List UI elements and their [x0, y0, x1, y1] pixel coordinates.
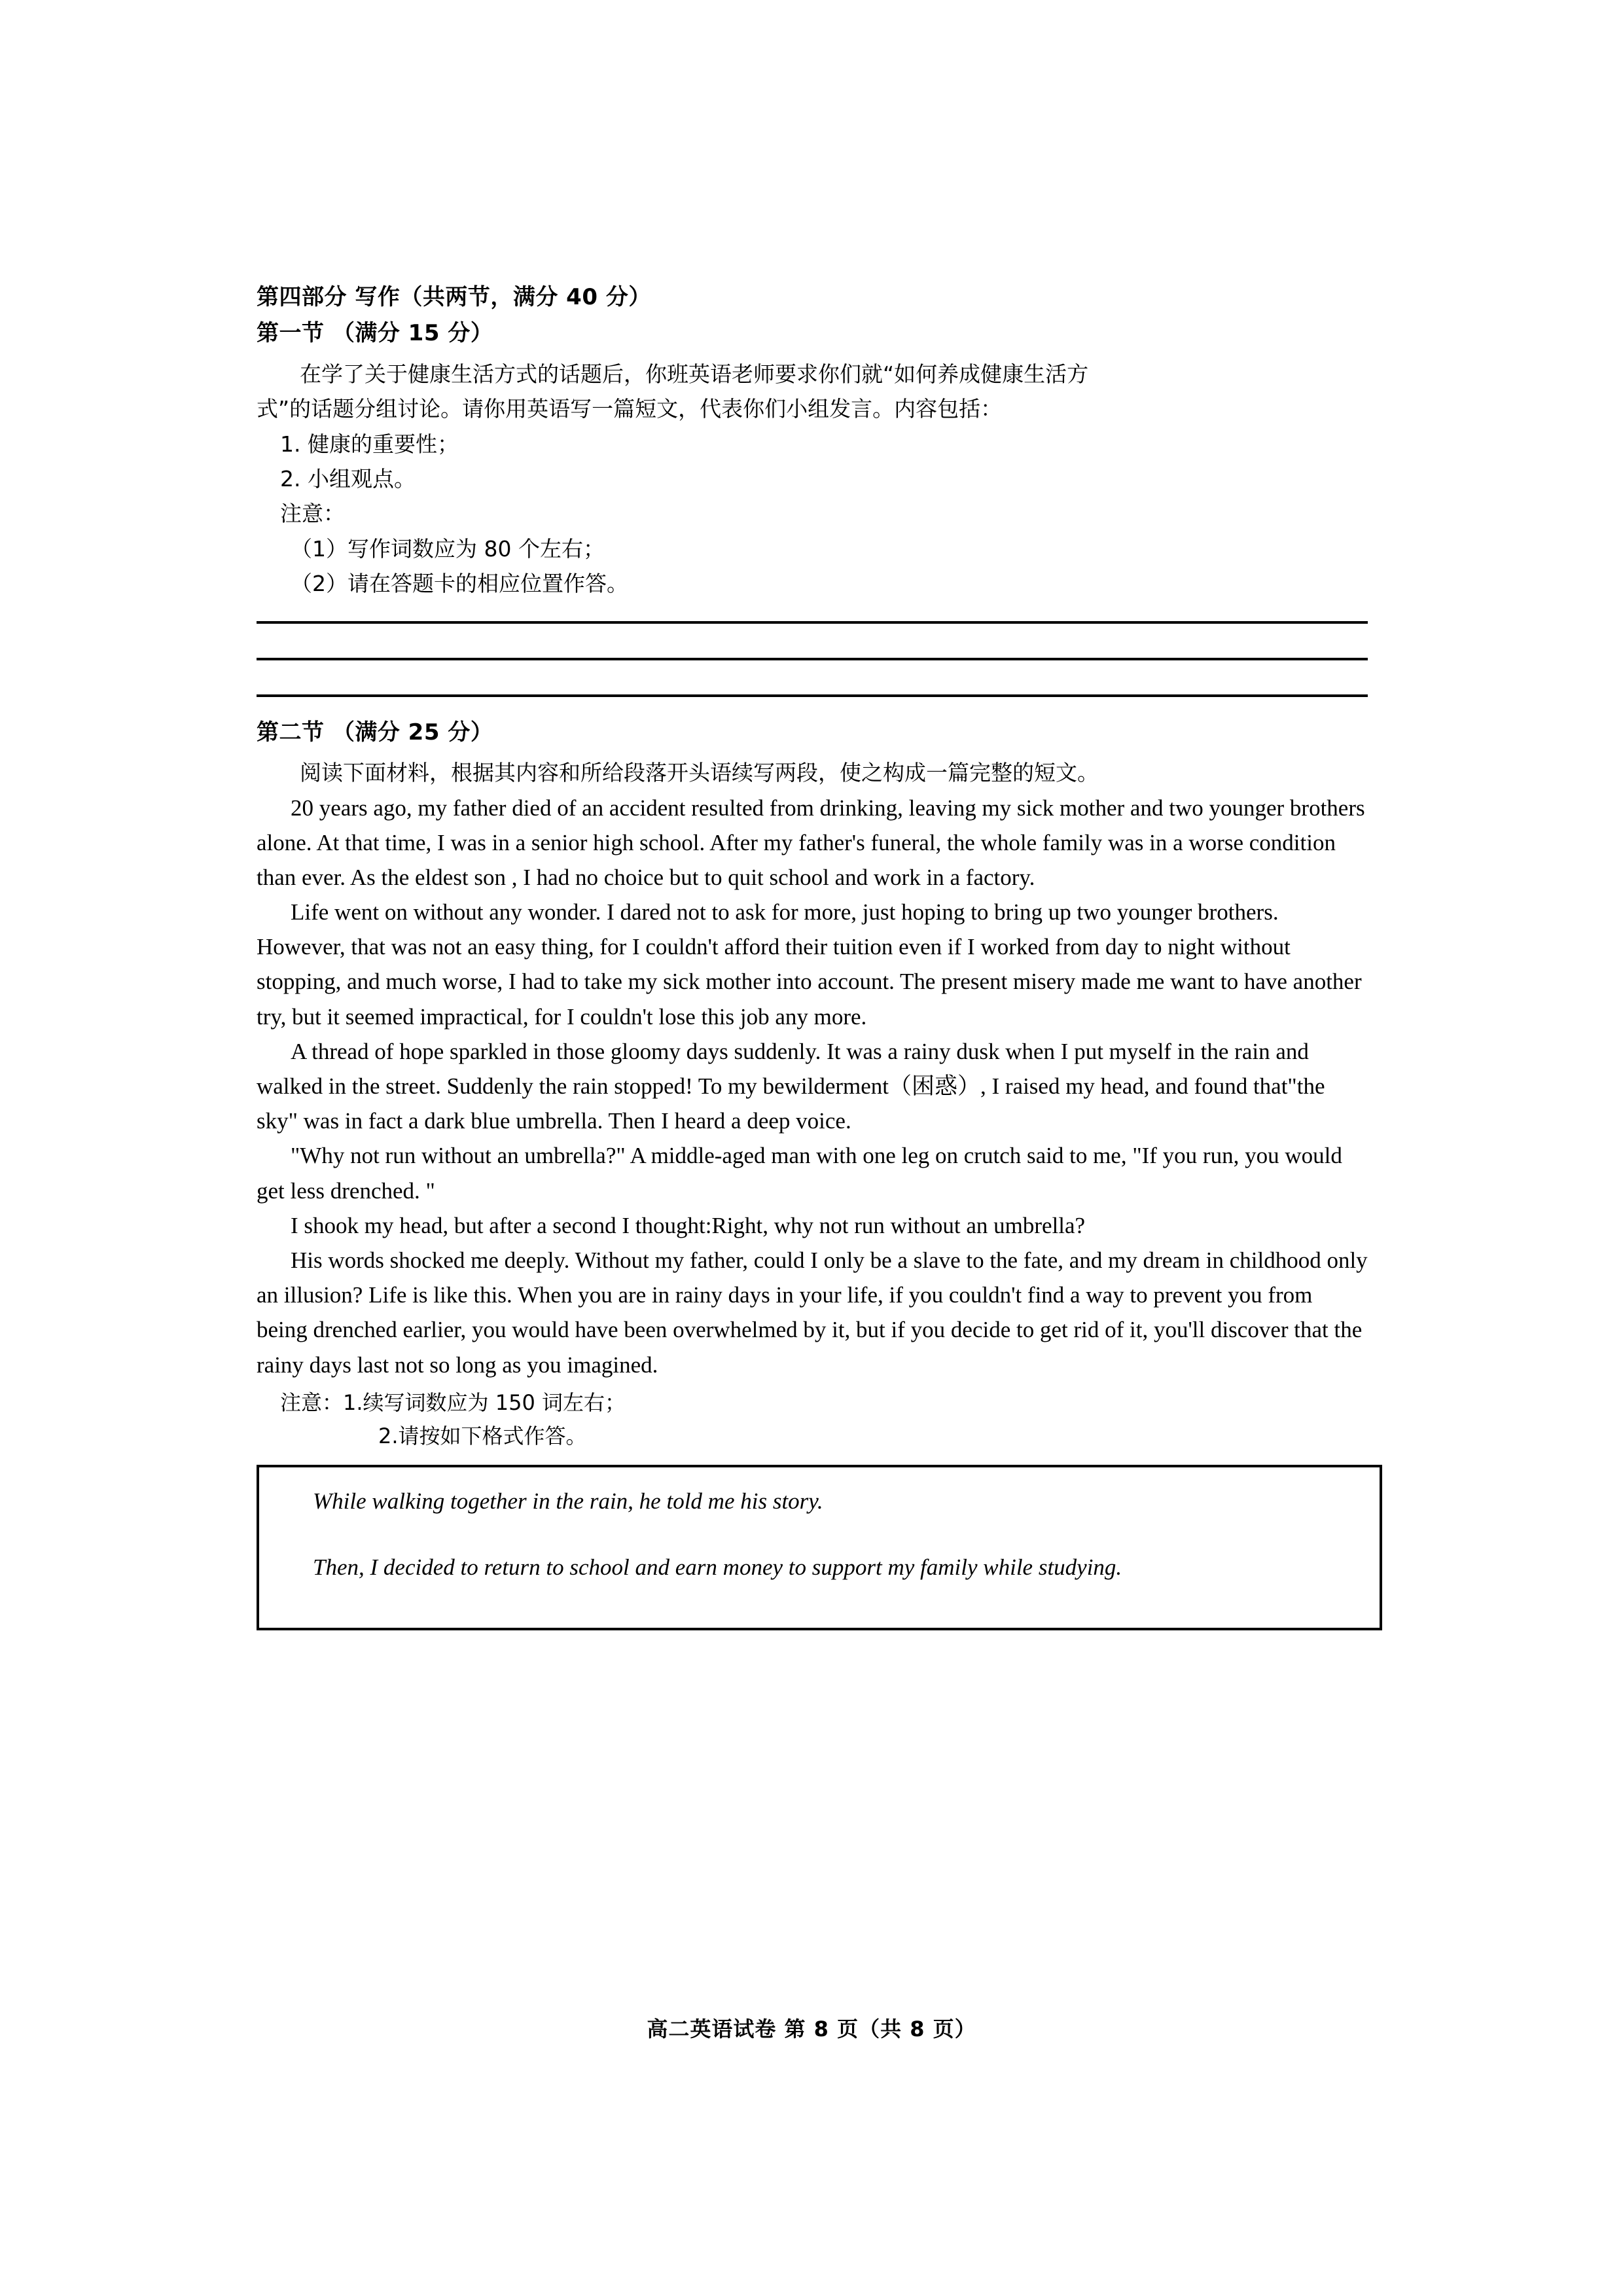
- sample-box-spacer: [279, 1519, 1360, 1551]
- section-two-instruction: 阅读下面材料，根据其内容和所给段落开头语续写两段，使之构成一篇完整的短文。: [300, 760, 1099, 786]
- section-one-notes-label: 注意：: [280, 501, 345, 527]
- section-one-item-2: 2. 小组观点。: [280, 465, 416, 492]
- section-two-note-1: 1.续写词数应为 150 词左右；: [343, 1390, 626, 1415]
- passage-paragraph: "Why not run without an umbrella?" A middle-aged man with one leg on crutch said to me, "If you run, you would get less drenched. ": [257, 1143, 1342, 1204]
- answer-ruled-lines[interactable]: [257, 621, 1368, 697]
- passage-paragraph: 20 years ago, my father died of an accident resulted from drinking, leaving my sick mother and two younger brothers alone. At that time, I was in a senior high school. After my father's funeral, the whole family was in a worse condition than ever. As the eldest son , I had no choice but to quit school and work in a factory.: [257, 795, 1365, 890]
- page-footer: 高二英语试卷 第 8 页（共 8 页）: [647, 2017, 976, 2041]
- sample-paragraph-opener-2: Then, I decided to return to school and earn money to support my family while studying.: [313, 1554, 1122, 1580]
- section-two-notes: [257, 1386, 1368, 1453]
- section-one-note-1: （1）写作词数应为 80 个左右；: [291, 535, 605, 562]
- page-content: [257, 281, 1368, 1630]
- section-one-item-1: 1. 健康的重要性；: [280, 431, 459, 457]
- passage-paragraph: His words shocked me deeply. Without my father, could I only be a slave to the fate, and my dream in childhood only an illusion? Life is like this. When you are in rainy days in your life, if you couldn't find a way to prevent you from being drenched earlier, you would have been overwhelmed by it, but if you decide to get rid of it, you'll discover that the rainy days last not so long as you imagined.: [257, 1247, 1368, 1378]
- section-one-prompt-line-1: 在学了关于健康生活方式的话题后，你班英语老师要求你们就“如何养成健康生活方: [300, 361, 1089, 387]
- sample-paragraph-opener-1: While walking together in the rain, he told me his story.: [313, 1488, 823, 1515]
- answer-line[interactable]: [257, 621, 1368, 624]
- section-one-prompt-line-2: 式”的话题分组讨论。请你用英语写一篇短文，代表你们小组发言。内容包括：: [257, 396, 1003, 422]
- answer-line[interactable]: [257, 658, 1368, 660]
- passage-paragraph: I shook my head, but after a second I thought:Right, why not run without an umbrella?: [291, 1212, 1086, 1238]
- section-one-note-2: （2）请在答题卡的相应位置作答。: [291, 571, 628, 597]
- part-heading: 第四部分 写作（共两节，满分 40 分）: [257, 284, 651, 310]
- sample-answer-box[interactable]: [257, 1465, 1382, 1630]
- section-two-notes-label: 注意：: [280, 1390, 344, 1415]
- section-two-heading: 第二节 （满分 25 分）: [257, 719, 493, 745]
- passage-paragraph: A thread of hope sparkled in those gloomy days suddenly. It was a rainy dusk when I put myself in the rain and walked in the street. Suddenly the rain stopped! To my bewilderment（困惑）, I raised my head, and found that"the sky" was in fact a dark blue umbrella. Then I heard a deep voice.: [257, 1038, 1325, 1134]
- answer-line[interactable]: [257, 694, 1368, 697]
- section-two-note-2: 2.请按如下格式作答。: [378, 1423, 587, 1448]
- passage-paragraph: Life went on without any wonder. I dared not to ask for more, just hoping to bring up two younger brothers. However, that was not an easy thing, for I couldn't afford their tuition even if I worked from day to night without stopping, and much worse, I had to take my sick mother into account. The present misery made me want to have another try, but it seemed impractical, for I couldn't lose this job any more.: [257, 899, 1362, 1030]
- section-one-heading: 第一节 （满分 15 分）: [257, 320, 493, 347]
